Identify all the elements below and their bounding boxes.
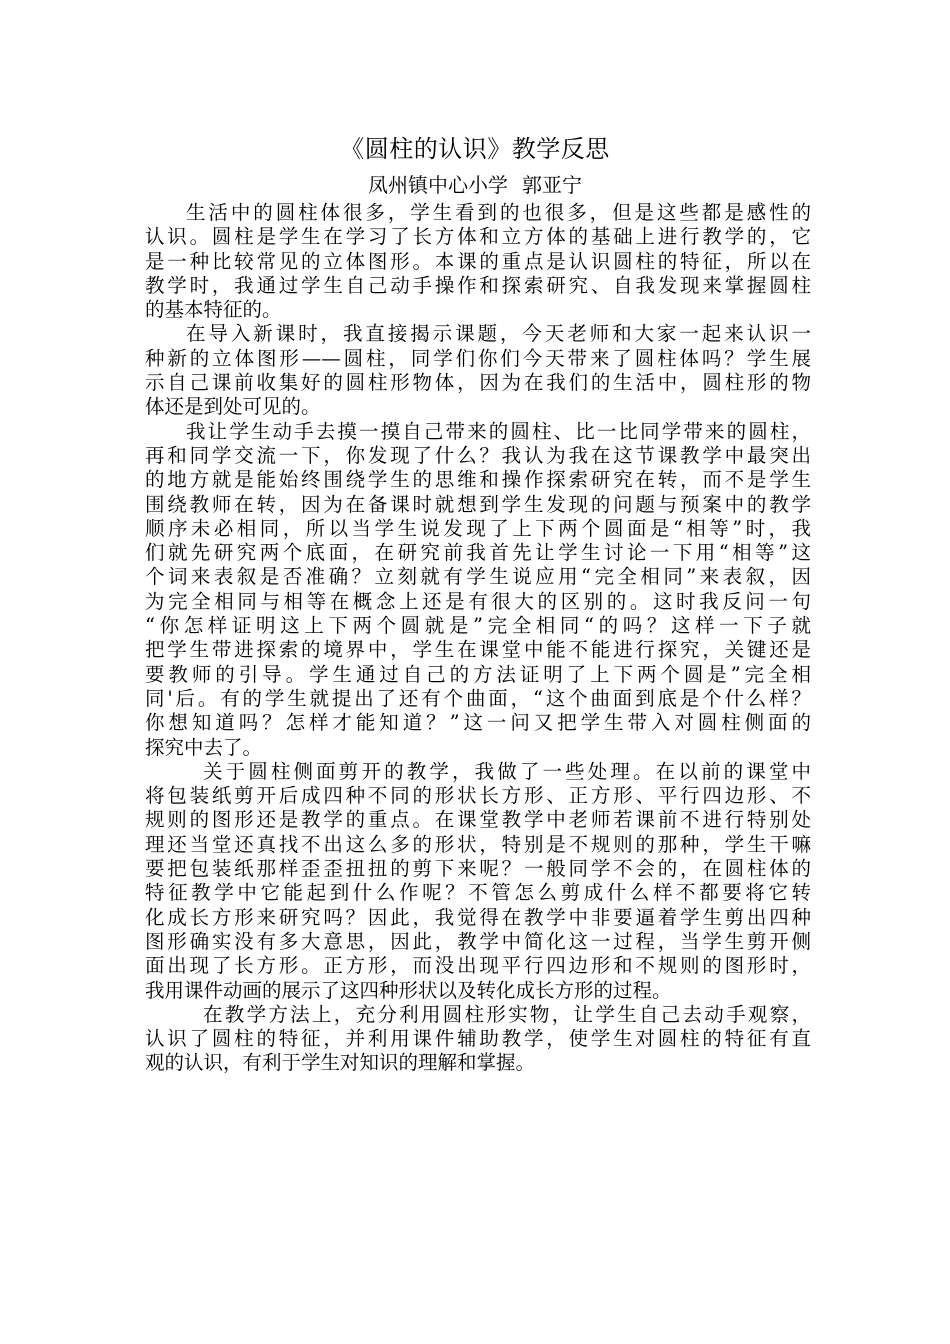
paragraph-line: 要教师的引导。学生通过自己的方法证明了上下两个圆是”完全相 bbox=[145, 662, 811, 686]
paragraph-line: “你怎样证明这上下两个圆就是”完全相同“的吗？这样一下子就 bbox=[145, 614, 811, 638]
paragraph-line: 我用课件动画的展示了这四种形状以及转化成长方形的过程。 bbox=[145, 978, 672, 1002]
paragraph-line: 将包装纸剪开后成四种不同的形状长方形、正方形、平行四边形、不 bbox=[145, 784, 811, 808]
paragraph-line: 关于圆柱侧面剪开的教学，我做了一些处理。在以前的课堂中 bbox=[203, 759, 811, 783]
paragraph-line: 们就先研究两个底面，在研究前我首先让学生讨论一下用“相等”这 bbox=[145, 541, 811, 565]
paragraph-line: 体还是到处可见的。 bbox=[145, 395, 321, 419]
paragraph-line: 的基本特征的。 bbox=[145, 298, 282, 322]
paragraph-line: 认识了圆柱的特征，并利用课件辅助教学，使学生对圆柱的特征有直 bbox=[145, 1027, 811, 1051]
paragraph bbox=[145, 420, 811, 760]
paragraph-line: 是一种比较常见的立体图形。本课的重点是认识圆柱的特征，所以在 bbox=[145, 249, 811, 273]
paragraph-line: 示自己课前收集好的圆柱形物体，因为在我们的生活中，圆柱形的物 bbox=[145, 371, 811, 395]
paragraph-line: 在教学方法上，充分利用圆柱形实物，让学生自己去动手观察， bbox=[203, 1002, 811, 1026]
paragraph-line: 围绕教师在转，因为在备课时就想到学生发现的问题与预案中的教学 bbox=[145, 492, 811, 516]
author-name: 郭亚宁 bbox=[522, 173, 582, 197]
paragraph-line: 教学时，我通过学生自己动手操作和探索研究、自我发现来掌握圆柱 bbox=[145, 273, 811, 297]
document-title: 《圆柱的认识》教学反思 bbox=[340, 135, 610, 163]
paragraph-line: 个词来表叙是否准确？立刻就有学生说应用“完全相同”来表叙，因 bbox=[145, 565, 811, 589]
paragraph-line: 理还当堂还真找不出这么多的形状，特别是不规则的那种，学生干嘛 bbox=[145, 832, 811, 856]
paragraph-line: 再和同学交流一下，你发现了什么？我认为我在这节课教学中最突出 bbox=[145, 443, 811, 467]
paragraph bbox=[145, 760, 811, 1003]
paragraph-line: 规则的图形还是教学的重点。在课堂教学中老师若课前不进行特别处 bbox=[145, 808, 811, 832]
paragraph-line: 化成长方形来研究吗？因此，我觉得在教学中非要逼着学生剪出四种 bbox=[145, 905, 811, 929]
paragraph-line: 面出现了长方形。正方形，而没出现平行四边形和不规则的图形时， bbox=[145, 954, 811, 978]
paragraph-line: 你想知道吗？怎样才能知道？”这一问又把学生带入对圆柱侧面的 bbox=[145, 711, 811, 735]
school-name: 凤州镇中心小学 bbox=[368, 173, 508, 197]
paragraph-line: 顺序未必相同，所以当学生说发现了上下两个圆面是“相等”时，我 bbox=[145, 516, 811, 540]
paragraph-line: 探究中去了。 bbox=[145, 735, 263, 759]
paragraph-line: 观的认识，有利于学生对知识的理解和掌握。 bbox=[145, 1051, 536, 1075]
paragraph-line: 要把包装纸那样歪歪扭扭的剪下来呢？一般同学不会的，在圆柱体的 bbox=[145, 857, 811, 881]
paragraph-line: 在导入新课时，我直接揭示课题，今天老师和大家一起来认识一 bbox=[186, 322, 811, 346]
document-body bbox=[145, 201, 811, 1076]
paragraph-line: 特征教学中它能起到什么作呢？不管怎么剪成什么样不都要将它转 bbox=[145, 881, 811, 905]
paragraph-line: 同'后。有的学生就提出了还有个曲面，“这个曲面到底是个什么样？ bbox=[145, 686, 811, 710]
paragraph-line: 的地方就是能始终围绕学生的思维和操作探索研究在转，而不是学生 bbox=[145, 468, 811, 492]
paragraph-line: 种新的立体图形——圆柱，同学们你们今天带来了圆柱体吗？学生展 bbox=[145, 346, 811, 370]
paragraph bbox=[145, 1003, 811, 1076]
author-byline bbox=[0, 171, 950, 199]
paragraph bbox=[145, 322, 811, 419]
paragraph-line: 为完全相同与相等在概念上还是有很大的区别的。这时我反问一句 bbox=[145, 589, 811, 613]
paragraph bbox=[145, 201, 811, 322]
paragraph-line: 把学生带进探索的境界中，学生在课堂中能不能进行探究，关键还是 bbox=[145, 638, 811, 662]
paragraph-line: 我让学生动手去摸一摸自己带来的圆柱、比一比同学带来的圆柱， bbox=[186, 419, 811, 443]
paragraph-line: 生活中的圆柱体很多，学生看到的也很多，但是这些都是感性的 bbox=[186, 201, 811, 224]
paragraph-line: 图形确实没有多大意思，因此，教学中简化这一过程，当学生剪开侧 bbox=[145, 929, 811, 953]
paragraph-line: 认识。圆柱是学生在学习了长方体和立方体的基础上进行教学的，它 bbox=[145, 225, 811, 249]
